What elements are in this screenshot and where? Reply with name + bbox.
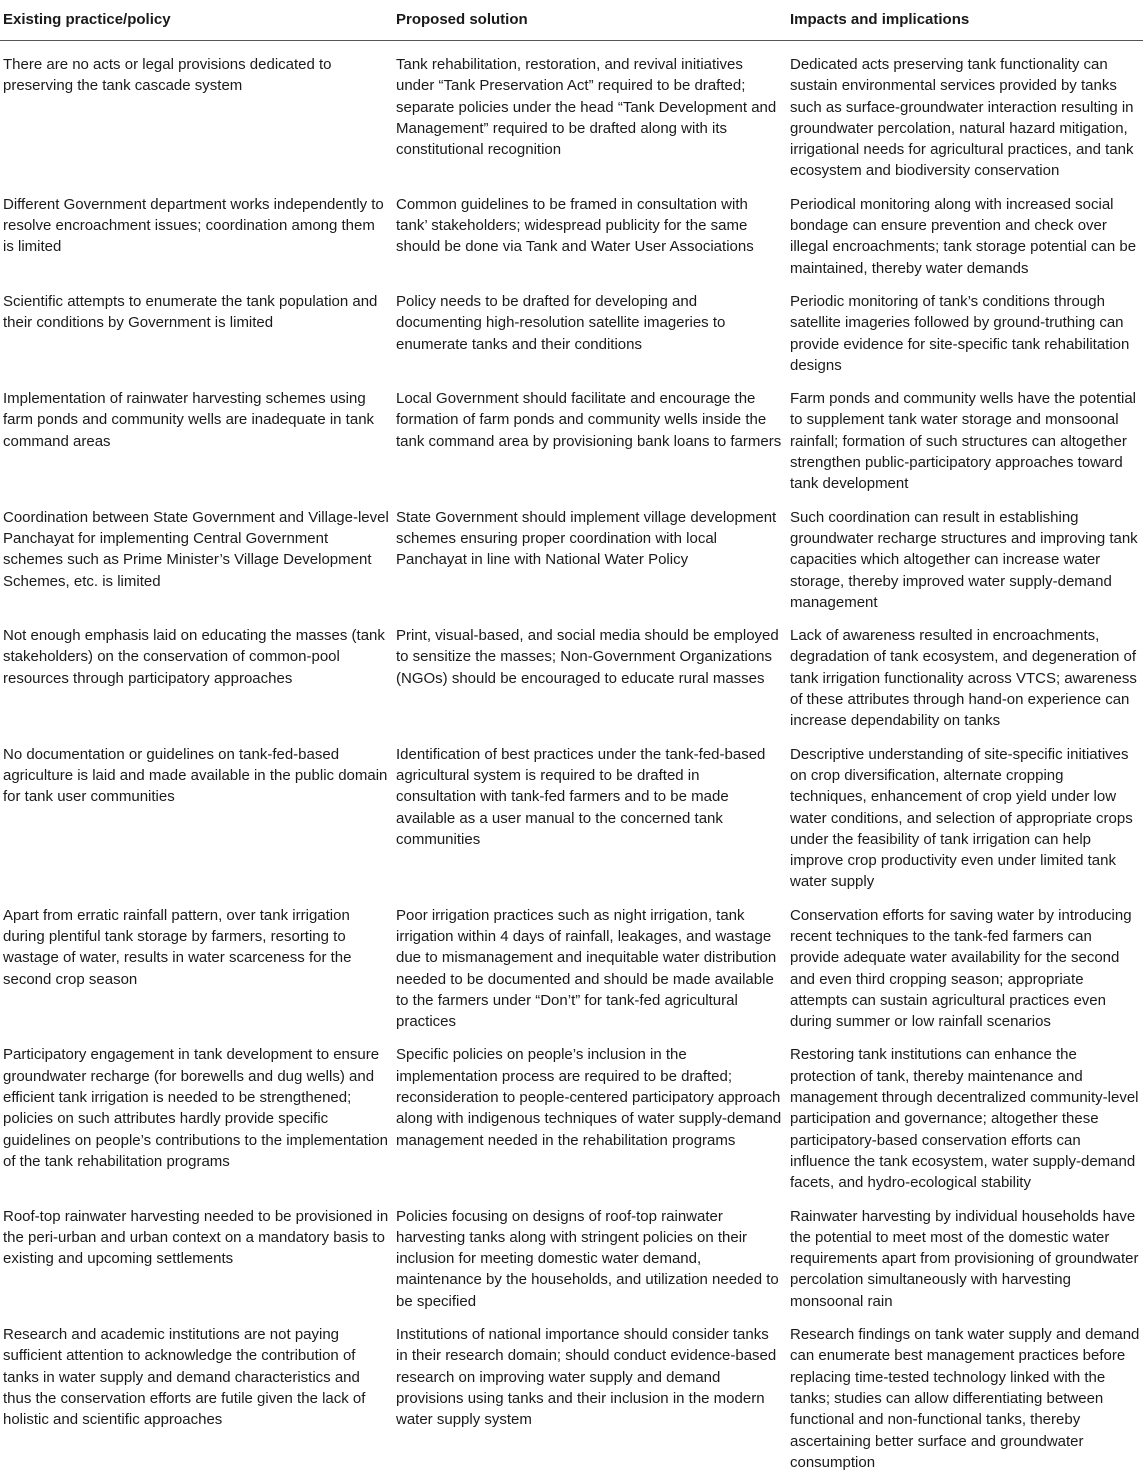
table-row bbox=[0, 619, 1143, 737]
cell-impacts: Lack of awareness resulted in encroachments, degradation of tank ecosystem, and degeneration of tank irrigation functionality across VTCS; awareness of these attributes through hand-on experience can increase dependability on tanks bbox=[786, 619, 1143, 737]
cell-proposed-solution: Tank rehabilitation, restoration, and revival initiatives under “Tank Preservation Act” required to be drafted; separate policies under the head “Tank Development and Management” required to be drafted along with its constitutional recognition bbox=[393, 41, 786, 188]
cell-existing-practice: Coordination between State Government and Village-level Panchayat for implementing Central Government schemes such as Prime Minister’s Village Development Schemes, etc. is limited bbox=[0, 500, 393, 618]
table-row bbox=[0, 1038, 1143, 1199]
cell-existing-practice: Participatory engagement in tank development to ensure groundwater recharge (for borewells and dug wells) and efficient tank irrigation is needed to be strengthened; policies on such attributes hardly provide specific guidelines on people’s contributions to the implementation of the tank rehabilitation programs bbox=[0, 1038, 393, 1199]
cell-existing-practice: Implementation of rainwater harvesting schemes using farm ponds and community wells are inadequate in tank command areas bbox=[0, 382, 393, 500]
header-impacts: Impacts and implications bbox=[786, 0, 1143, 41]
table-row bbox=[0, 382, 1143, 500]
table-row bbox=[0, 737, 1143, 898]
cell-existing-practice: Research and academic institutions are not paying sufficient attention to acknowledge the contribution of tanks in water supply and demand characteristics and thus the conservation efforts are futile given the lack of holistic and scientific approaches bbox=[0, 1318, 393, 1473]
cell-proposed-solution: Policy needs to be drafted for developing and documenting high-resolution satellite imageries to enumerate tanks and their conditions bbox=[393, 284, 786, 381]
cell-existing-practice: No documentation or guidelines on tank-fed-based agriculture is laid and made available in the public domain for tank user communities bbox=[0, 737, 393, 898]
cell-proposed-solution: Institutions of national importance should consider tanks in their research domain; should conduct evidence-based research on improving water supply and demand provisions using tanks and their inclusion in the modern water supply system bbox=[393, 1318, 786, 1473]
cell-existing-practice: Different Government department works independently to resolve encroachment issues; coordination among them is limited bbox=[0, 187, 393, 284]
cell-proposed-solution: Specific policies on people’s inclusion in the implementation process are required to be drafted; reconsideration to people-centered participatory approach along with indigenous techniques of water supply-demand management needed in the rehabilitation programs bbox=[393, 1038, 786, 1199]
cell-proposed-solution: Common guidelines to be framed in consultation with tank’ stakeholders; widespread publicity for the same should be done via Tank and Water User Associations bbox=[393, 187, 786, 284]
table-row bbox=[0, 898, 1143, 1038]
table-row bbox=[0, 41, 1143, 188]
header-row bbox=[0, 0, 1143, 41]
cell-impacts: Conservation efforts for saving water by introducing recent techniques to the tank-fed farmers can provide adequate water availability for the second and even third cropping season; appropriate attempts can sustain agricultural practices even during summer or low rainfall scenarios bbox=[786, 898, 1143, 1038]
header-existing-practice: Existing practice/policy bbox=[0, 0, 393, 41]
cell-existing-practice: There are no acts or legal provisions dedicated to preserving the tank cascade system bbox=[0, 41, 393, 188]
cell-proposed-solution: Identification of best practices under the tank-fed-based agricultural system is required to be drafted in consultation with tank-fed farmers and to be made available as a user manual to the concerned tank communities bbox=[393, 737, 786, 898]
table-row bbox=[0, 187, 1143, 284]
cell-proposed-solution: Poor irrigation practices such as night irrigation, tank irrigation within 4 days of rainfall, leakages, and wastage due to mismanagement and inequitable water distribution needed to be documented and should be made available to the farmers under “Don’t” for tank-fed agricultural practices bbox=[393, 898, 786, 1038]
cell-proposed-solution: Print, visual-based, and social media should be employed to sensitize the masses; Non-Government Organizations (NGOs) should be encouraged to educate rural masses bbox=[393, 619, 786, 737]
cell-impacts: Periodic monitoring of tank’s conditions through satellite imageries followed by ground-truthing can provide evidence for site-specific tank rehabilitation designs bbox=[786, 284, 1143, 381]
cell-impacts: Research findings on tank water supply and demand can enumerate best management practices before replacing time-tested technology linked with the tanks; studies can allow differentiating between functional and non-functional tanks, thereby ascertaining better surface and groundwater consumption bbox=[786, 1318, 1143, 1473]
cell-proposed-solution: Policies focusing on designs of roof-top rainwater harvesting tanks along with stringent policies on their inclusion for meeting domestic water demand, maintenance by the households, and utilization needed to be specified bbox=[393, 1199, 786, 1317]
cell-impacts: Descriptive understanding of site-specific initiatives on crop diversification, alternate cropping techniques, enhancement of crop yield under low water conditions, and selection of appropriate crops under the feasibility of tank irrigation can help improve crop productivity even under limited tank water supply bbox=[786, 737, 1143, 898]
cell-existing-practice: Scientific attempts to enumerate the tank population and their conditions by Government is limited bbox=[0, 284, 393, 381]
cell-proposed-solution: Local Government should facilitate and encourage the formation of farm ponds and community wells inside the tank command area by provisioning bank loans to farmers bbox=[393, 382, 786, 500]
cell-impacts: Rainwater harvesting by individual households have the potential to meet most of the domestic water requirements apart from provisioning of groundwater percolation simultaneously with harvesting monsoonal rain bbox=[786, 1199, 1143, 1317]
cell-proposed-solution: State Government should implement village development schemes ensuring proper coordination with local Panchayat in line with National Water Policy bbox=[393, 500, 786, 618]
table-body bbox=[0, 41, 1143, 1473]
cell-impacts: Dedicated acts preserving tank functionality can sustain environmental services provided by tanks such as surface-groundwater interaction resulting in groundwater percolation, natural hazard mitigation, irrigational needs for agricultural practices, and tank ecosystem and biodiversity conservation bbox=[786, 41, 1143, 188]
cell-existing-practice: Apart from erratic rainfall pattern, over tank irrigation during plentiful tank storage by farmers, resorting to wastage of water, results in water scarceness for the second crop season bbox=[0, 898, 393, 1038]
cell-impacts: Restoring tank institutions can enhance the protection of tank, thereby maintenance and management through decentralized community-level participation and governance; altogether these participatory-based conservation efforts can influence the tank ecosystem, water supply-demand facets, and hydro-ecological stability bbox=[786, 1038, 1143, 1199]
table-row bbox=[0, 1318, 1143, 1473]
cell-impacts: Farm ponds and community wells have the potential to supplement tank water storage and monsoonal rainfall; formation of such structures can altogether strengthen public-participatory approaches toward tank development bbox=[786, 382, 1143, 500]
table-row bbox=[0, 284, 1143, 381]
cell-existing-practice: Roof-top rainwater harvesting needed to be provisioned in the peri-urban and urban context on a mandatory basis to existing and upcoming settlements bbox=[0, 1199, 393, 1317]
table-row bbox=[0, 500, 1143, 618]
cell-existing-practice: Not enough emphasis laid on educating the masses (tank stakeholders) on the conservation of common-pool resources through participatory approaches bbox=[0, 619, 393, 737]
cell-impacts: Such coordination can result in establishing groundwater recharge structures and improving tank capacities which altogether can increase water storage, thereby improved water supply-demand management bbox=[786, 500, 1143, 618]
table-row bbox=[0, 1199, 1143, 1317]
header-proposed-solution: Proposed solution bbox=[393, 0, 786, 41]
cell-impacts: Periodical monitoring along with increased social bondage can ensure prevention and check over illegal encroachments; tank storage potential can be maintained, thereby water demands bbox=[786, 187, 1143, 284]
